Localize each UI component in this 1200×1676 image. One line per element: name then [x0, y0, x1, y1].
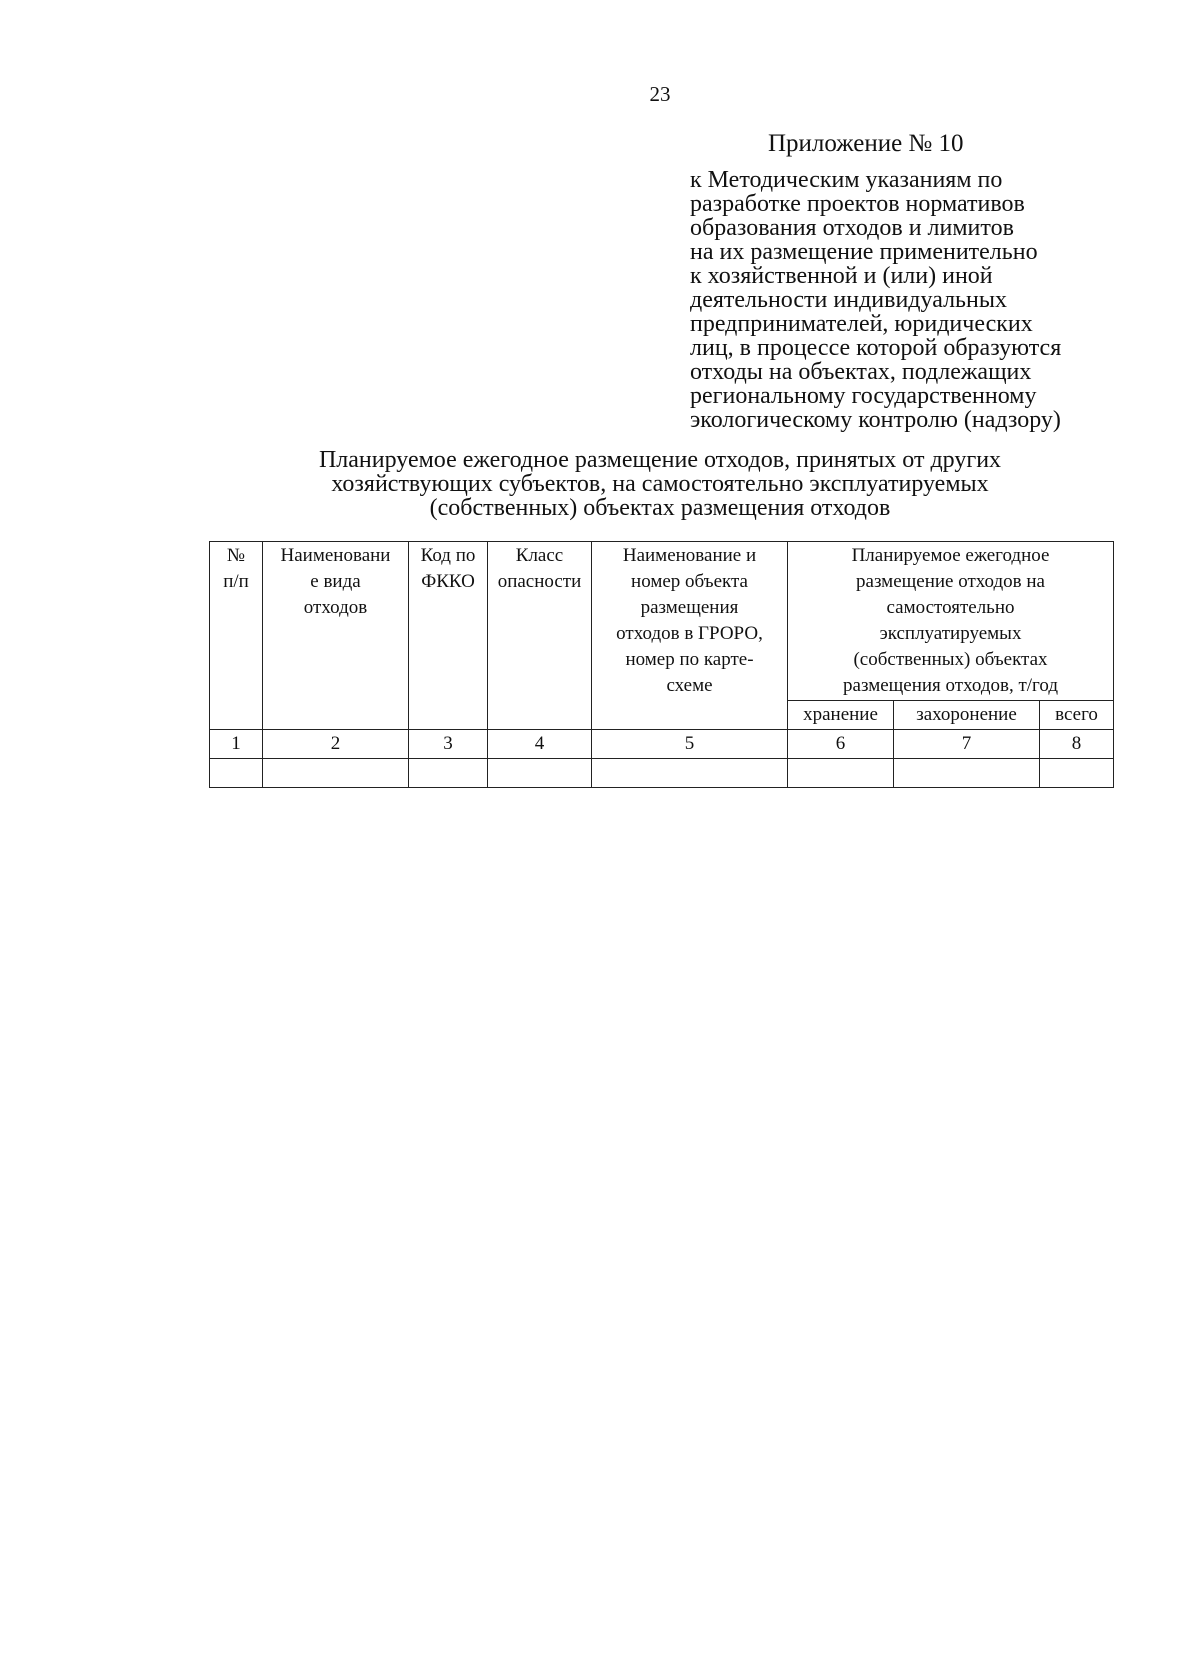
table-cell [263, 759, 409, 788]
header-text-line: отходов в ГРОРО, [616, 623, 763, 644]
header-text-line: ФККО [421, 571, 475, 592]
table-cell [592, 759, 788, 788]
appendix-reference-line: к хозяйственной и (или) иной [690, 263, 993, 289]
document-title-line: (собственных) объектах размещения отходов [429, 495, 891, 521]
column-number-cell: 8 [1040, 730, 1114, 759]
header-cell-hazard-class [488, 542, 592, 730]
column-number-cell: 2 [263, 730, 409, 759]
table-cell [488, 759, 592, 788]
header-text-line: Наименовани [280, 545, 391, 566]
column-number-cell: 7 [894, 730, 1040, 759]
appendix-reference-line: деятельности индивидуальных [690, 287, 1007, 313]
document-title-line: Планируемое ежегодное размещение отходов, принятых от других [318, 447, 1002, 473]
header-text-line: эксплуатируемых [879, 623, 1022, 644]
table-cell [210, 759, 263, 788]
page-number: 23 [649, 82, 671, 106]
column-number-cell: 6 [788, 730, 894, 759]
appendix-reference-line: на их размещение применительно [690, 239, 1038, 265]
header-text-line: Класс [515, 545, 564, 566]
header-cell-number [210, 542, 263, 730]
column-number-cell: 5 [592, 730, 788, 759]
header-text-line: опасности [497, 571, 582, 592]
column-number-row [210, 730, 1114, 759]
header-text-line: размещения [640, 597, 739, 618]
table-cell [788, 759, 894, 788]
appendix-reference [690, 168, 1061, 432]
table-cell [409, 759, 488, 788]
document-title-line: хозяйствующих субъектов, на самостоятельно эксплуатируемых [331, 471, 989, 497]
table-row [210, 759, 1114, 788]
appendix-reference-line: лиц, в процессе которой образуются [690, 335, 1062, 361]
appendix-reference-line: предпринимателей, юридических [690, 311, 1033, 337]
appendix-reference-line: разработке проектов нормативов [690, 191, 1025, 217]
column-number-cell: 4 [488, 730, 592, 759]
header-text-line: п/п [223, 571, 249, 592]
header-text-line: е вида [310, 571, 361, 592]
table-header-row [210, 542, 1114, 701]
header-text-line: номер по карте- [625, 649, 754, 670]
header-text-line: № [226, 545, 246, 566]
appendix-reference-line: к Методическим указаниям по [690, 167, 1003, 193]
header-cell-planned-placement [788, 542, 1114, 701]
document-title [200, 448, 1120, 520]
column-number-cell: 1 [210, 730, 263, 759]
header-text-line: самостоятельно [886, 597, 1015, 618]
appendix-reference-line: экологическому контролю (надзору) [690, 407, 1061, 433]
header-cell-burial: захоронение [894, 701, 1040, 730]
header-cell-storage: хранение [788, 701, 894, 730]
waste-placement-table [209, 541, 1114, 788]
header-cell-facility-name [592, 542, 788, 730]
header-cell-waste-name [263, 542, 409, 730]
header-text-line: номер объекта [631, 571, 748, 592]
header-text-line: размещение отходов на [856, 571, 1045, 592]
column-number-cell: 3 [409, 730, 488, 759]
appendix-reference-line: региональному государственному [690, 383, 1037, 409]
header-text-line: схеме [666, 675, 713, 696]
header-text-line: Код по [420, 545, 476, 566]
table-cell [1040, 759, 1114, 788]
header-text-line: (собственных) объектах [853, 649, 1048, 670]
appendix-title: Приложение № 10 [768, 130, 964, 157]
appendix-reference-line: отходы на объектах, подлежащих [690, 359, 1032, 385]
header-text-line: отходов [303, 597, 368, 618]
header-cell-total: всего [1040, 701, 1114, 730]
appendix-reference-line: образования отходов и лимитов [690, 215, 1014, 241]
header-cell-fkko-code [409, 542, 488, 730]
table-cell [894, 759, 1040, 788]
header-text-line: Наименование и [622, 545, 757, 566]
header-text-line: Планируемое ежегодное [851, 545, 1050, 566]
header-text-line: размещения отходов, т/год [843, 675, 1058, 696]
